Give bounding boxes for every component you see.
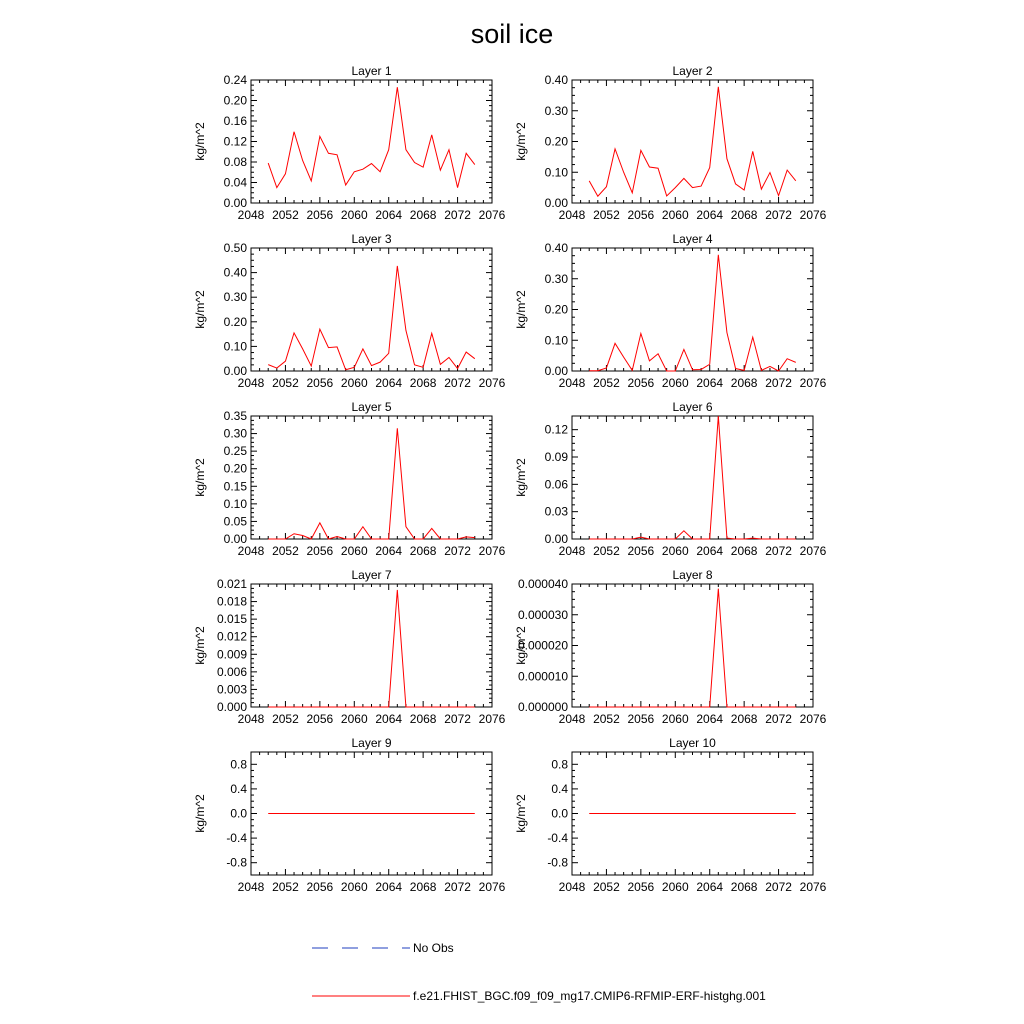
layer-3-ytick-label: 0.10: [223, 339, 247, 354]
layer-4-ytick-label: 0.40: [544, 241, 568, 255]
layer-7-xtick-label: 2048: [237, 712, 265, 726]
layer-3-xtick-label: 2064: [375, 376, 403, 390]
figure-title: soil ice: [470, 19, 554, 49]
layer-7-xtick-label: 2072: [444, 712, 471, 726]
layer-10-xtick-label: 2064: [696, 880, 724, 894]
layer-9-ytick-label: 0.0: [230, 806, 247, 821]
layer-8-ytick-label: 0.000010: [517, 669, 568, 684]
layer-6-xtick-label: 2060: [661, 544, 689, 558]
layer-5-xtick-label: 2076: [478, 544, 506, 558]
layer-10-xtick-label: 2076: [799, 880, 827, 894]
layer-7-ytick-label: 0.000: [216, 700, 247, 714]
panel-layer-3: [193, 232, 506, 390]
layer-8-ytick-label: 0.000020: [517, 638, 568, 653]
layer-1-ytick-label: 0.16: [223, 114, 247, 128]
layer-2-title: Layer 2: [672, 64, 713, 78]
layer-6-xtick-label: 2048: [558, 544, 586, 558]
layer-2-ytick-label: 0.30: [544, 103, 568, 118]
layer-3-plot-frame: [251, 248, 492, 371]
layer-1-title: Layer 1: [351, 64, 392, 78]
layer-2-ytick-label: 0.00: [544, 196, 568, 210]
layer-3-xtick-label: 2060: [340, 376, 368, 390]
layer-2-xtick-label: 2068: [730, 208, 758, 222]
layer-8-xtick-label: 2060: [661, 712, 689, 726]
layer-5-ytick-label: 0.30: [223, 426, 247, 441]
layer-6-xtick-label: 2068: [730, 544, 758, 558]
layer-1-ytick-label: 0.20: [223, 93, 247, 108]
layer-8-plot-frame: [572, 584, 813, 707]
layer-4-xtick-label: 2068: [730, 376, 758, 390]
layer-10-ytick-label: -0.4: [547, 831, 568, 846]
layer-1-xtick-label: 2068: [409, 208, 437, 222]
layer-4-xtick-label: 2056: [627, 376, 655, 390]
layer-2-xtick-label: 2052: [593, 208, 620, 222]
layer-5-ytick-label: 0.35: [223, 409, 247, 423]
layer-2-ylabel: kg/m^2: [514, 122, 528, 161]
layer-5-ytick-label: 0.00: [223, 532, 247, 546]
layer-8-ytick-label: 0.000000: [517, 700, 568, 714]
layer-5-xtick-label: 2068: [409, 544, 437, 558]
layer-7-plot-frame: [251, 584, 492, 707]
legend-model-label: f.e21.FHIST_BGC.f09_f09_mg17.CMIP6-RFMIP-ERF-histghg.001: [413, 989, 766, 1003]
layer-2-xtick-label: 2064: [696, 208, 724, 222]
layer-9-ylabel: kg/m^2: [193, 794, 207, 833]
layer-6-xtick-label: 2056: [627, 544, 655, 558]
layer-7-ytick-label: 0.012: [216, 629, 247, 644]
layer-3-ytick-label: 0.00: [223, 364, 247, 378]
layer-1-xtick-label: 2060: [340, 208, 368, 222]
layer-4-title: Layer 4: [672, 232, 713, 246]
layer-10-ytick-label: 0.0: [551, 806, 568, 821]
layer-4-ytick-label: 0.30: [544, 271, 568, 286]
layer-7-title: Layer 7: [351, 568, 392, 582]
layer-6-ytick-label: 0.09: [544, 450, 568, 464]
layer-4-xtick-label: 2072: [765, 376, 792, 390]
layer-1-xtick-label: 2064: [375, 208, 403, 222]
layer-6-xtick-label: 2076: [799, 544, 827, 558]
layer-1-ytick-label: 0.00: [223, 196, 247, 210]
layer-10-xtick-label: 2072: [765, 880, 792, 894]
layer-9-xtick-label: 2048: [237, 880, 265, 894]
layer-9-title: Layer 9: [351, 736, 392, 750]
layer-10-ylabel: kg/m^2: [514, 794, 528, 833]
layer-6-ytick-label: 0.03: [544, 504, 568, 519]
layer-10-xtick-label: 2048: [558, 880, 586, 894]
layer-8-xtick-label: 2068: [730, 712, 758, 726]
layer-8-xtick-label: 2048: [558, 712, 586, 726]
layer-5-xtick-label: 2052: [272, 544, 299, 558]
layer-5-ytick-label: 0.05: [223, 514, 247, 529]
layer-7-xtick-label: 2060: [340, 712, 368, 726]
layer-6-xtick-label: 2052: [593, 544, 620, 558]
layer-7-ytick-label: 0.015: [216, 612, 247, 627]
layer-3-xtick-label: 2048: [237, 376, 265, 390]
layer-9-xtick-label: 2064: [375, 880, 403, 894]
layer-10-xtick-label: 2056: [627, 880, 655, 894]
layer-6-ylabel: kg/m^2: [514, 458, 528, 497]
layer-9-xtick-label: 2056: [306, 880, 334, 894]
panel-layer-8: [514, 568, 827, 726]
layer-8-ylabel: kg/m^2: [514, 626, 528, 665]
layer-3-ytick-label: 0.50: [223, 241, 247, 255]
layer-9-ytick-label: -0.4: [226, 831, 247, 846]
layer-5-ytick-label: 0.25: [223, 444, 247, 459]
layer-1-ytick-label: 0.04: [223, 175, 247, 190]
layer-1-xtick-label: 2056: [306, 208, 334, 222]
layer-3-ytick-label: 0.40: [223, 265, 247, 280]
layer-6-xtick-label: 2072: [765, 544, 792, 558]
layer-1-ytick-label: 0.12: [223, 134, 247, 149]
layer-4-ytick-label: 0.10: [544, 333, 568, 348]
layer-2-xtick-label: 2076: [799, 208, 827, 222]
layer-7-ytick-label: 0.006: [216, 664, 247, 679]
layer-2-xtick-label: 2056: [627, 208, 655, 222]
layer-4-ytick-label: 0.00: [544, 364, 568, 378]
layer-10-xtick-label: 2068: [730, 880, 758, 894]
layer-6-plot-frame: [572, 416, 813, 539]
layer-2-ytick-label: 0.20: [544, 134, 568, 149]
layer-3-xtick-label: 2072: [444, 376, 471, 390]
layer-1-xtick-label: 2048: [237, 208, 265, 222]
layer-8-ytick-label: 0.000040: [517, 577, 568, 591]
layer-8-xtick-label: 2076: [799, 712, 827, 726]
layer-5-ytick-label: 0.20: [223, 461, 247, 476]
panel-layer-4: [514, 232, 827, 390]
layer-1-ytick-label: 0.24: [223, 73, 247, 87]
layer-3-ytick-label: 0.30: [223, 290, 247, 305]
layer-3-ytick-label: 0.20: [223, 314, 247, 329]
layer-2-ytick-label: 0.10: [544, 165, 568, 180]
layer-7-series-line: [268, 590, 475, 707]
legend-obs-label: No Obs: [413, 941, 454, 955]
layer-2-plot-frame: [572, 80, 813, 203]
layer-1-plot-frame: [251, 80, 492, 203]
layer-1-ytick-label: 0.08: [223, 155, 247, 169]
layer-3-series-line: [268, 266, 475, 370]
layer-9-ytick-label: 0.4: [230, 781, 247, 796]
layer-2-xtick-label: 2048: [558, 208, 586, 222]
layer-9-xtick-label: 2060: [340, 880, 368, 894]
layer-7-ytick-label: 0.003: [216, 682, 247, 697]
layer-4-xtick-label: 2048: [558, 376, 586, 390]
legend: [312, 941, 766, 1003]
layer-4-ylabel: kg/m^2: [514, 290, 528, 329]
layer-3-ylabel: kg/m^2: [193, 290, 207, 329]
layer-3-title: Layer 3: [351, 232, 392, 246]
layer-7-ytick-label: 0.018: [216, 594, 247, 609]
layer-7-ytick-label: 0.009: [216, 647, 247, 662]
layer-1-xtick-label: 2076: [478, 208, 506, 222]
layer-2-xtick-label: 2072: [765, 208, 792, 222]
layer-6-xtick-label: 2064: [696, 544, 724, 558]
layer-7-ytick-label: 0.021: [216, 577, 247, 591]
layer-6-ytick-label: 0.00: [544, 532, 568, 546]
layer-8-xtick-label: 2052: [593, 712, 620, 726]
layer-5-xtick-label: 2056: [306, 544, 334, 558]
layer-5-ylabel: kg/m^2: [193, 458, 207, 497]
layer-10-ytick-label: 0.8: [551, 757, 568, 772]
layer-7-xtick-label: 2068: [409, 712, 437, 726]
panels: [193, 64, 827, 894]
layer-2-ytick-label: 0.40: [544, 73, 568, 87]
layer-1-xtick-label: 2072: [444, 208, 471, 222]
layer-10-ytick-label: -0.8: [547, 855, 568, 870]
layer-6-ytick-label: 0.06: [544, 477, 568, 492]
layer-3-xtick-label: 2052: [272, 376, 299, 390]
layer-4-ytick-label: 0.20: [544, 302, 568, 317]
layer-10-title: Layer 10: [669, 736, 716, 750]
layer-7-xtick-label: 2076: [478, 712, 506, 726]
layer-1-series-line: [268, 87, 475, 187]
layer-2-series-line: [589, 87, 796, 196]
layer-4-xtick-label: 2060: [661, 376, 689, 390]
layer-8-series-line: [589, 589, 796, 707]
layer-6-series-line: [589, 416, 796, 539]
layer-1-ylabel: kg/m^2: [193, 122, 207, 161]
layer-5-xtick-label: 2060: [340, 544, 368, 558]
panel-layer-1: [193, 64, 506, 222]
layer-5-ytick-label: 0.10: [223, 496, 247, 511]
panel-layer-2: [514, 64, 827, 222]
layer-9-xtick-label: 2068: [409, 880, 437, 894]
layer-4-xtick-label: 2052: [593, 376, 620, 390]
layer-3-xtick-label: 2056: [306, 376, 334, 390]
layer-3-xtick-label: 2076: [478, 376, 506, 390]
layer-4-series-line: [589, 255, 796, 371]
layer-9-ytick-label: -0.8: [226, 855, 247, 870]
layer-8-ytick-label: 0.000030: [517, 607, 568, 622]
layer-3-xtick-label: 2068: [409, 376, 437, 390]
layer-8-xtick-label: 2072: [765, 712, 792, 726]
layer-9-ytick-label: 0.8: [230, 757, 247, 772]
panel-layer-6: [514, 400, 827, 558]
layer-10-xtick-label: 2060: [661, 880, 689, 894]
panel-layer-5: [193, 400, 506, 558]
layer-7-xtick-label: 2052: [272, 712, 299, 726]
layer-9-xtick-label: 2076: [478, 880, 506, 894]
layer-7-ylabel: kg/m^2: [193, 626, 207, 665]
layer-9-xtick-label: 2052: [272, 880, 299, 894]
layer-10-xtick-label: 2052: [593, 880, 620, 894]
layer-5-xtick-label: 2072: [444, 544, 471, 558]
layer-5-plot-frame: [251, 416, 492, 539]
layer-5-series-line: [268, 428, 475, 539]
layer-5-title: Layer 5: [351, 400, 392, 414]
layer-10-ytick-label: 0.4: [551, 781, 568, 796]
layer-8-xtick-label: 2064: [696, 712, 724, 726]
panel-layer-10: [514, 736, 827, 894]
layer-5-xtick-label: 2064: [375, 544, 403, 558]
panel-layer-9: [193, 736, 506, 894]
layer-5-ytick-label: 0.15: [223, 479, 247, 494]
layer-4-plot-frame: [572, 248, 813, 371]
layer-9-xtick-label: 2072: [444, 880, 471, 894]
layer-8-title: Layer 8: [672, 568, 713, 582]
layer-5-xtick-label: 2048: [237, 544, 265, 558]
panel-layer-7: [193, 568, 506, 726]
layer-7-xtick-label: 2064: [375, 712, 403, 726]
layer-2-xtick-label: 2060: [661, 208, 689, 222]
layer-6-title: Layer 6: [672, 400, 713, 414]
layer-8-xtick-label: 2056: [627, 712, 655, 726]
layer-6-ytick-label: 0.12: [544, 422, 568, 437]
layer-1-xtick-label: 2052: [272, 208, 299, 222]
layer-7-xtick-label: 2056: [306, 712, 334, 726]
layer-4-xtick-label: 2064: [696, 376, 724, 390]
layer-4-xtick-label: 2076: [799, 376, 827, 390]
